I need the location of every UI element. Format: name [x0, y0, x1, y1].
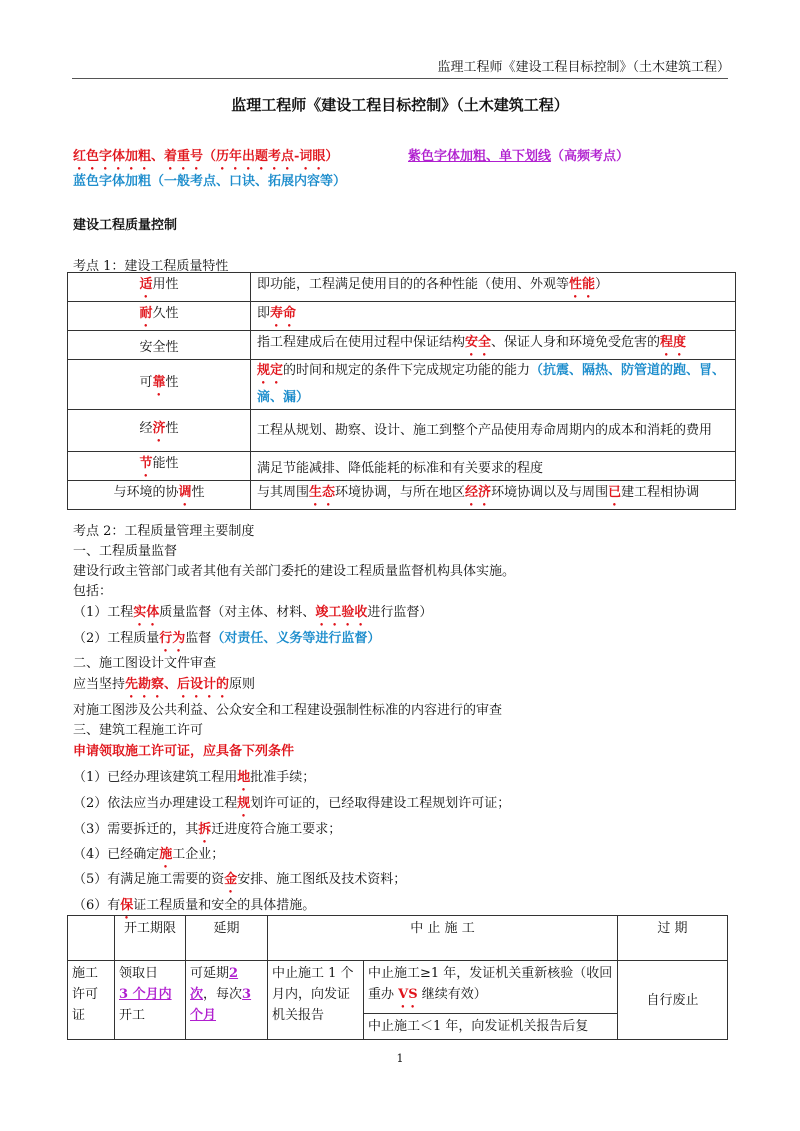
s3-item: （6）有保证工程质量和安全的具体措施。 — [73, 898, 316, 913]
s1-item2: （2）工程质量行为监督（对责任、义务等进行监督） — [73, 631, 381, 646]
table-row: 经济性 工程从规划、勘察、设计、施工到整个产品使用寿命周期内的成本和消耗的费用 — [68, 410, 736, 452]
point2-title: 考点 2：工程质量管理主要制度 — [73, 524, 255, 539]
s1-include: 包括： — [73, 584, 113, 599]
legend-red: 红色字体加粗、着重号（历年出题考点-词眼） — [73, 149, 339, 164]
legend-purple: 紫色字体加粗、单下划线（高频考点） — [408, 149, 630, 164]
table-row: 与环境的协调性 与其周围生态环境协调，与所在地区经济环境协调以及与周围已建工程相协调 — [68, 481, 736, 510]
s3-item: （3）需要拆迁的，其拆迁进度符合施工要求； — [73, 822, 342, 837]
s3-requirement: 申请领取施工许可证，应具备下列条件 — [73, 744, 295, 759]
table-row: 安全性 指工程建成后在使用过程中保证结构安全、保证人身和环境免受危害的程度 — [68, 331, 736, 360]
table-row: 中止施工＜1 年，向发证机关报告后复 — [68, 1014, 728, 1040]
doc-title: 监理工程师《建设工程目标控制》（土木建筑工程） — [231, 96, 569, 114]
s3-item: （5）有满足施工需要的资金安排、施工图纸及技术资料； — [73, 872, 407, 887]
table-row: 可靠性 规定的时间和规定的条件下完成规定功能的能力（抗震、隔热、防管道的跑、冒、滴、漏） — [68, 360, 736, 410]
table-row: 节能性 满足节能减排、降低能耗的标准和有关要求的程度 — [68, 452, 736, 481]
table-row: 开工期限 延期 中 止 施 工 过 期 — [68, 916, 728, 961]
header-rule — [72, 78, 728, 79]
s3-title: 三、建筑工程施工许可 — [73, 723, 204, 738]
legend-blue: 蓝色字体加粗（一般考点、口诀、拓展内容等） — [73, 174, 347, 189]
quality-traits-table — [67, 272, 736, 510]
permit-table — [67, 915, 728, 1040]
s1-item1: （1）工程实体质量监督（对主体、材料、竣工验收进行监督） — [73, 605, 433, 620]
table-row: 施工许可证 领取日 3 个月内 开工 可延期2 次，每次3 个月 中止施工 1 个月内，向发证机关报告 中止施工≥1 年，发证机关重新核验（收回重办 VS 继续有效） 自行废止 — [68, 961, 728, 1014]
s1-body: 建设行政主管部门或者其他有关部门委托的建设工程质量监督机构具体实施。 — [73, 564, 516, 579]
s1-title: 一、工程质量监督 — [73, 544, 178, 559]
s3-item: （1）已经办理该建筑工程用地批准手续； — [73, 770, 316, 785]
s3-item: （2）依法应当办理建设工程规划许可证的，已经取得建设工程规划许可证； — [73, 796, 511, 811]
section-title: 建设工程质量控制 — [73, 218, 178, 233]
s2-line1: 应当坚持先勘察、后设计的原则 — [73, 677, 256, 692]
table-row: 耐久性 即寿命 — [68, 302, 736, 331]
page-number: 1 — [396, 1052, 404, 1065]
point1-title: 考点 1：建设工程质量特性 — [73, 259, 229, 274]
s2-line2: 对施工图涉及公共利益、公众安全和工程建设强制性标准的内容进行的审查 — [73, 703, 503, 718]
s2-title: 二、施工图设计文件审查 — [73, 656, 217, 671]
running-header: 监理工程师《建设工程目标控制》（土木建筑工程） — [437, 60, 730, 75]
table-row: 适用性 即功能，工程满足使用目的的各种性能（使用、外观等性能） — [68, 273, 736, 302]
s3-item: （4）已经确定施工企业； — [73, 847, 225, 862]
